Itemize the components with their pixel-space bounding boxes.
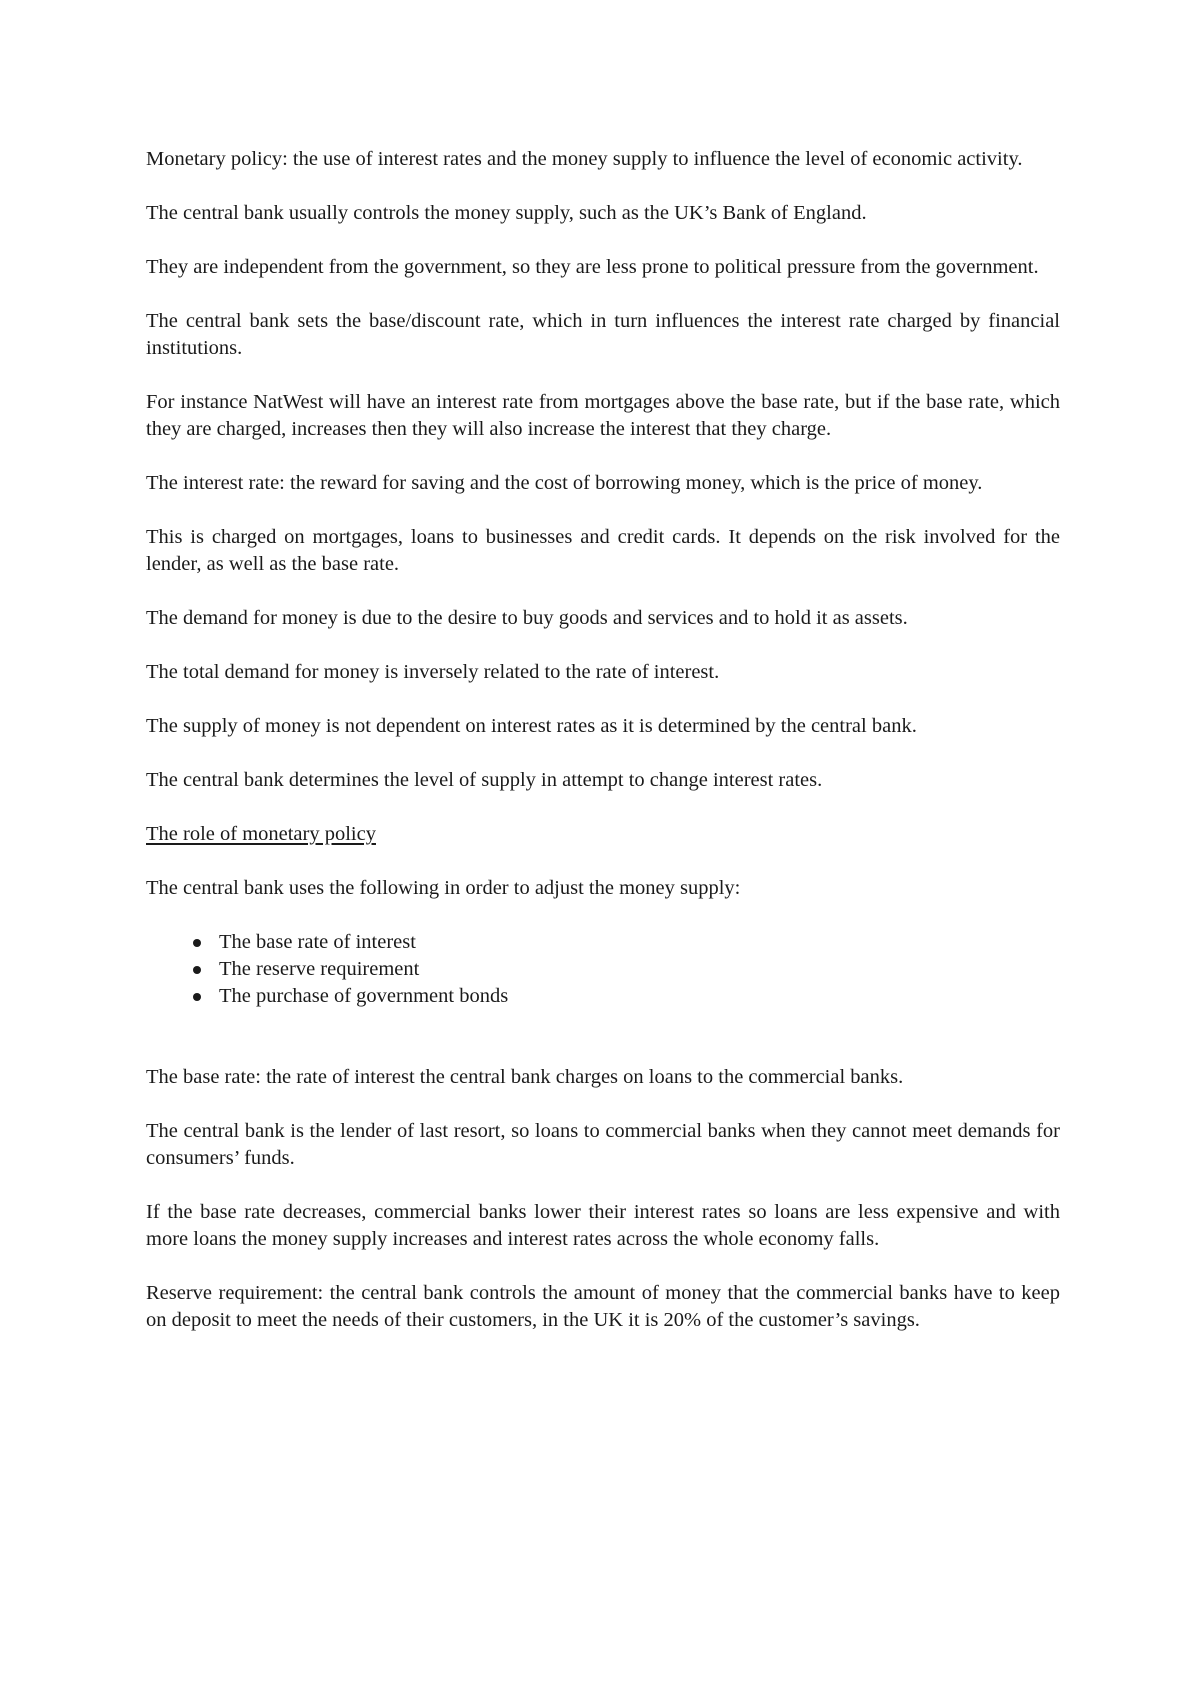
- paragraph-base-discount-rate: The central bank sets the base/discount rate, which in turn influences the interest rate charged by financial institutions.: [146, 310, 1060, 359]
- paragraph-natwest-example: For instance NatWest will have an interest rate from mortgages above the base rate, but if the base rate, which they are charged, increases then they will also increase the interest that they charge.: [146, 391, 1060, 440]
- paragraph-level-of-supply: The central bank determines the level of supply in attempt to change interest rates.: [146, 769, 823, 791]
- paragraph-monetary-policy-definition: Monetary policy: the use of interest rates and the money supply to influence the level of economic activity.: [146, 148, 1023, 170]
- list-item: [146, 929, 1060, 956]
- bullet-list: [146, 929, 1060, 1010]
- bullet-icon: [193, 966, 201, 974]
- list-item-text: The base rate of interest: [219, 931, 416, 953]
- paragraph-reserve-requirement: Reserve requirement: the central bank controls the amount of money that the commercial banks have to keep on deposit to meet the needs of their customers, in the UK it is 20% of the customer’s savings.: [146, 1282, 1060, 1331]
- list-item-text: The purchase of government bonds: [219, 985, 509, 1007]
- paragraph-supply-of-money: The supply of money is not dependent on interest rates as it is determined by the central bank.: [146, 715, 917, 737]
- paragraph-demand-for-money: The demand for money is due to the desire to buy goods and services and to hold it as assets.: [146, 607, 908, 629]
- paragraph-independence: They are independent from the government, so they are less prone to political pressure from the government.: [146, 256, 1039, 278]
- paragraph-base-rate-definition: The base rate: the rate of interest the central bank charges on loans to the commercial banks.: [146, 1066, 904, 1088]
- paragraph-intro: The central bank uses the following in order to adjust the money supply:: [146, 877, 741, 899]
- section-heading: The role of monetary policy: [146, 823, 376, 845]
- list-item: [146, 956, 1060, 983]
- paragraph-central-bank-control: The central bank usually controls the money supply, such as the UK’s Bank of England.: [146, 202, 867, 224]
- paragraph-lender-of-last-resort: The central bank is the lender of last resort, so loans to commercial banks when they cannot meet demands for consumers’ funds.: [146, 1120, 1060, 1169]
- list-item: [146, 983, 1060, 1010]
- paragraph-total-demand: The total demand for money is inversely related to the rate of interest.: [146, 661, 720, 683]
- bullet-icon: [193, 939, 201, 947]
- document-body: [146, 146, 1060, 1361]
- list-item-text: The reserve requirement: [219, 958, 420, 980]
- bullet-icon: [193, 993, 201, 1001]
- paragraph-charged-on: This is charged on mortgages, loans to businesses and credit cards. It depends on the risk involved for the lender, as well as the base rate.: [146, 526, 1060, 575]
- paragraph-base-rate-decreases: If the base rate decreases, commercial banks lower their interest rates so loans are less expensive and with more loans the money supply increases and interest rates across the whole economy falls.: [146, 1201, 1060, 1250]
- paragraph-interest-rate-definition: The interest rate: the reward for saving and the cost of borrowing money, which is the price of money.: [146, 472, 983, 494]
